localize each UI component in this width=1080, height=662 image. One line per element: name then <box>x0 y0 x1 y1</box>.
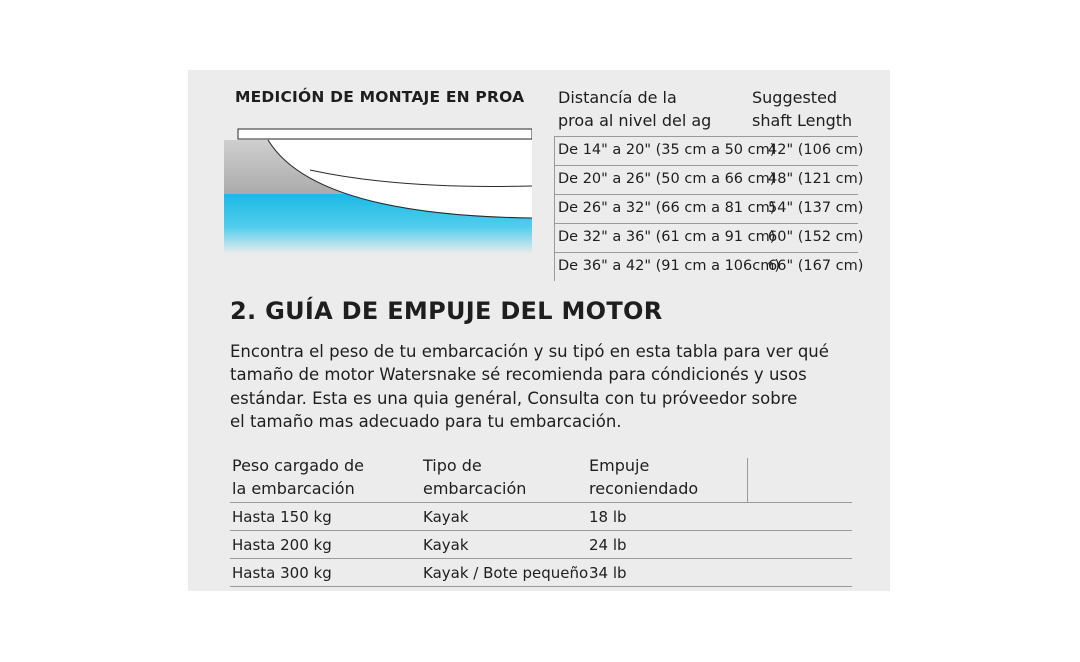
shaft-row-distance: De 36" a 42" (91 cm a 106cm) <box>558 258 780 274</box>
header-line: proa al nivel del ag <box>558 111 712 130</box>
thrust-row-thrust: 18 lb <box>589 508 627 526</box>
table-divider <box>554 136 858 137</box>
header-line: embarcación <box>423 479 527 498</box>
content-panel <box>188 70 890 591</box>
thrust-row-weight: Hasta 300 kg <box>232 564 332 582</box>
header-line: la embarcación <box>232 479 355 498</box>
thrust-section-title: 2. GUÍA DE EMPUJE DEL MOTOR <box>230 297 663 325</box>
header-line: Tipo de <box>423 456 482 475</box>
shaft-row-distance: De 32" a 36" (61 cm a 91 cm) <box>558 229 776 245</box>
paragraph-line: tamaño de motor Watersnake sé recomienda para cóndicionés y usos <box>230 365 807 385</box>
header-line: shaft Length <box>752 111 853 130</box>
thrust-row-type: Kayak <box>423 508 469 526</box>
shaft-row-length: 66" (167 cm) <box>768 258 864 274</box>
table-header-divider <box>747 458 748 502</box>
thrust-header-type <box>423 454 526 500</box>
shaft-row-length: 60" (152 cm) <box>768 229 864 245</box>
header-line: Suggested <box>752 88 838 107</box>
thrust-paragraph <box>230 340 829 433</box>
table-divider <box>554 194 858 195</box>
paragraph-line: estándar. Esta es una quia genéral, Consulta con tu próveedor sobre <box>230 388 798 408</box>
thrust-header-weight <box>232 454 364 500</box>
thrust-row-weight: Hasta 150 kg <box>232 508 332 526</box>
table-divider <box>230 530 852 531</box>
mount-section-title: MEDICIÓN DE MONTAJE EN PROA <box>235 88 525 106</box>
thrust-row-weight: Hasta 200 kg <box>232 536 332 554</box>
bow-mount-diagram <box>224 126 532 256</box>
table-divider <box>230 558 852 559</box>
shaft-row-length: 54" (137 cm) <box>768 200 864 216</box>
thrust-row-type: Kayak / Bote pequeño <box>423 564 589 582</box>
shaft-row-distance: De 26" a 32" (66 cm a 81 cm) <box>558 200 776 216</box>
header-line: Empuje <box>589 456 650 475</box>
table-left-border <box>554 136 555 281</box>
thrust-row-thrust: 24 lb <box>589 536 627 554</box>
table-divider <box>554 252 858 253</box>
header-line: Distancía de la <box>558 88 677 107</box>
paragraph-line: el tamaño mas adecuado para tu embarcación. <box>230 411 622 431</box>
shaft-row-length: 42" (106 cm) <box>768 142 864 158</box>
shaft-row-length: 48" (121 cm) <box>768 171 864 187</box>
shaft-row-distance: De 14" a 20" (35 cm a 50 cm) <box>558 142 776 158</box>
shaft-header-distance <box>558 86 711 132</box>
shaft-row-distance: De 20" a 26" (50 cm a 66 cm) <box>558 171 776 187</box>
shaft-header-length <box>752 86 852 132</box>
bow-deck <box>238 129 532 139</box>
header-line: reconiendado <box>589 479 699 498</box>
table-divider <box>230 586 852 587</box>
paragraph-line: Encontra el peso de tu embarcación y su tipó en esta tabla para ver qué <box>230 342 829 361</box>
thrust-row-type: Kayak <box>423 536 469 554</box>
table-divider <box>554 165 858 166</box>
table-divider <box>230 502 852 503</box>
thrust-header-thrust <box>589 454 698 500</box>
thrust-row-thrust: 34 lb <box>589 564 627 582</box>
table-divider <box>554 223 858 224</box>
header-line: Peso cargado de <box>232 456 365 475</box>
